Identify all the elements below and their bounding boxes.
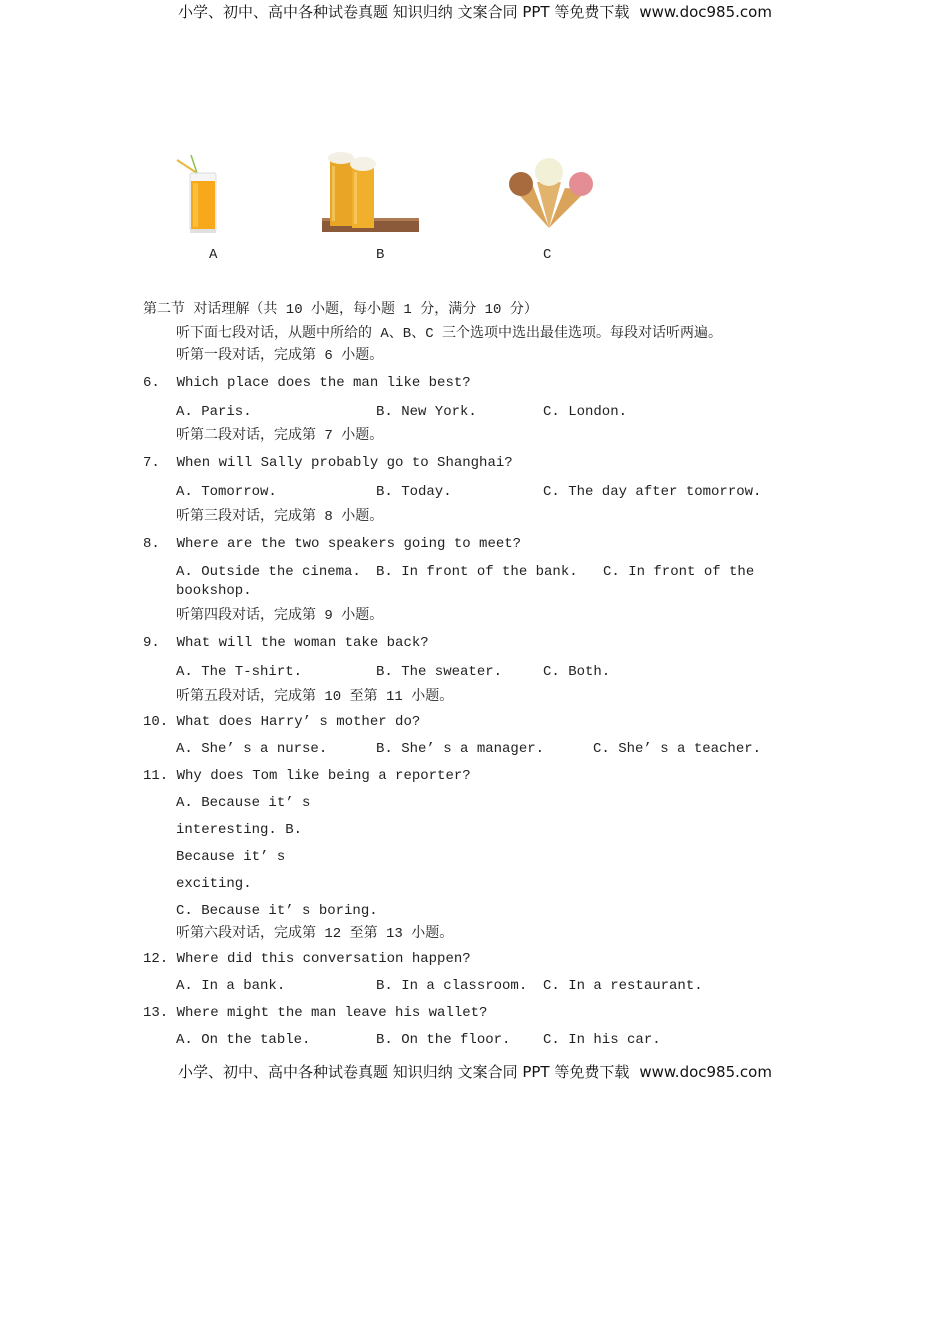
q8-option-c-cont: bookshop. bbox=[176, 583, 252, 599]
q8-option-c: C. In front of the bbox=[603, 564, 755, 580]
q12-option-a: A. In a bank. bbox=[176, 978, 286, 994]
q8-option-b: B. In front of the bank. bbox=[376, 564, 578, 580]
prompt-6: 听第一段对话，完成第 6 小题。 bbox=[176, 348, 384, 364]
footer-banner-url: www.doc985.com bbox=[639, 1063, 772, 1081]
q10-option-a: A. She’ s a nurse. bbox=[176, 741, 328, 757]
q9-option-a: A. The T-shirt. bbox=[176, 664, 303, 680]
q13-option-c: C. In his car. bbox=[543, 1032, 661, 1048]
beer-glasses-icon bbox=[322, 152, 419, 232]
q6-option-b: B. New York. bbox=[376, 404, 477, 420]
question-9: 9. What will the woman take back? bbox=[143, 635, 429, 651]
image-label-a: A bbox=[209, 247, 218, 263]
question-8: 8. Where are the two speakers going to meet? bbox=[143, 536, 522, 552]
image-label-c: C bbox=[543, 247, 552, 263]
q7-option-a: A. Tomorrow. bbox=[176, 484, 277, 500]
prompt-9: 听第四段对话，完成第 9 小题。 bbox=[176, 608, 384, 624]
ice-cream-cones-icon bbox=[503, 158, 595, 230]
q12-option-b: B. In a classroom. bbox=[376, 978, 528, 994]
footer-banner-text: 小学、初中、高中各种试卷真题 知识归纳 文案合同 PPT 等免费下载 bbox=[178, 1063, 630, 1081]
question-12: 12. Where did this conversation happen? bbox=[143, 951, 471, 967]
q9-option-c: C. Both. bbox=[543, 664, 611, 680]
q8-option-a: A. Outside the cinema. bbox=[176, 564, 361, 580]
q13-option-b: B. On the floor. bbox=[376, 1032, 511, 1048]
header-banner-text: 小学、初中、高中各种试卷真题 知识归纳 文案合同 PPT 等免费下载 bbox=[178, 3, 630, 21]
footer-banner bbox=[0, 1061, 950, 1082]
q11-line-1: A. Because it’ s bbox=[176, 795, 311, 811]
question-7: 7. When will Sally probably go to Shanghai? bbox=[143, 455, 513, 471]
q10-option-c: C. She’ s a teacher. bbox=[593, 741, 762, 757]
header-banner bbox=[0, 1, 950, 22]
q11-line-4: exciting. bbox=[176, 876, 252, 892]
q12-option-c: C. In a restaurant. bbox=[543, 978, 703, 994]
prompt-7: 听第二段对话，完成第 7 小题。 bbox=[176, 428, 384, 444]
q6-option-c: C. London. bbox=[543, 404, 628, 420]
prompt-12-13: 听第六段对话，完成第 12 至第 13 小题。 bbox=[176, 926, 454, 942]
header-banner-url: www.doc985.com bbox=[639, 3, 772, 21]
q6-option-a: A. Paris. bbox=[176, 404, 252, 420]
q13-option-a: A. On the table. bbox=[176, 1032, 311, 1048]
q11-line-2: interesting. B. bbox=[176, 822, 303, 838]
image-label-b: B bbox=[376, 247, 385, 263]
prompt-10-11: 听第五段对话，完成第 10 至第 11 小题。 bbox=[176, 689, 454, 705]
question-10: 10. What does Harry’ s mother do? bbox=[143, 714, 421, 730]
orange-juice-glass-icon bbox=[175, 155, 220, 235]
prompt-8: 听第三段对话，完成第 8 小题。 bbox=[176, 509, 384, 525]
q11-line-5: C. Because it’ s boring. bbox=[176, 903, 378, 919]
section-title: 第二节 对话理解（共 10 小题，每小题 1 分，满分 10 分） bbox=[143, 302, 538, 318]
q10-option-b: B. She’ s a manager. bbox=[376, 741, 545, 757]
q7-option-c: C. The day after tomorrow. bbox=[543, 484, 762, 500]
question-11: 11. Why does Tom like being a reporter? bbox=[143, 768, 471, 784]
q9-option-b: B. The sweater. bbox=[376, 664, 503, 680]
q7-option-b: B. Today. bbox=[376, 484, 452, 500]
question-13: 13. Where might the man leave his wallet? bbox=[143, 1005, 488, 1021]
q11-line-3: Because it’ s bbox=[176, 849, 286, 865]
section-instruction: 听下面七段对话，从题中所给的 A、B、C 三个选项中选出最佳选项。每段对话听两遍。 bbox=[176, 326, 723, 342]
question-6: 6. Which place does the man like best? bbox=[143, 375, 471, 391]
